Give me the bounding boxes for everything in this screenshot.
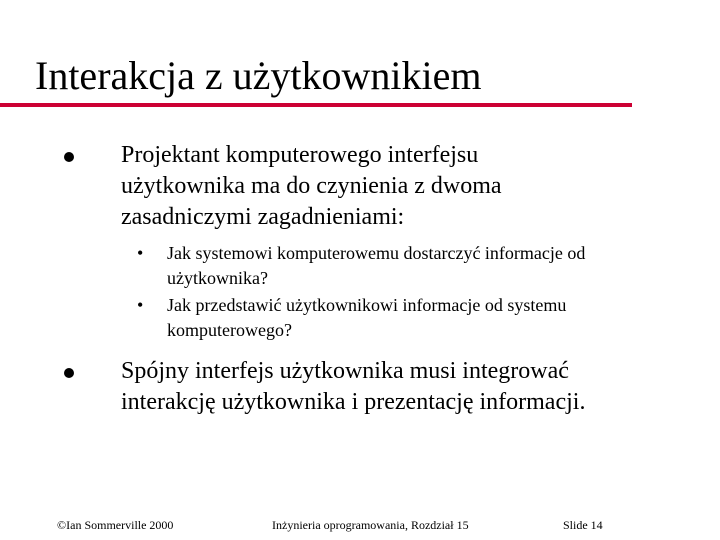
footer-course: Inżynieria oprogramowania, Rozdział 15	[272, 518, 469, 532]
sub-bullet-text	[167, 293, 566, 343]
sub-bullet-line: użytkownika?	[167, 268, 268, 288]
footer-copyright: ©Ian Sommerville 2000	[57, 518, 174, 532]
bullet-line: Projektant komputerowego interfejsu	[121, 142, 479, 168]
sub-bullet-icon: •	[137, 295, 144, 315]
bullet-dot-icon	[64, 152, 74, 162]
sub-bullet-line: Jak systemowi komputerowemu dostarczyć informacje od	[167, 243, 586, 263]
sub-bullet-line: Jak przedstawić użytkownikowi informacje od systemu	[167, 295, 567, 315]
bullet-text	[121, 356, 585, 418]
bullet-line: zasadniczymi zagadnieniami:	[121, 204, 405, 230]
bullet-dot-icon	[64, 368, 74, 378]
sub-bullet-line: komputerowego?	[167, 320, 292, 340]
title-underline	[0, 103, 632, 107]
bullet-line: użytkownika ma do czynienia z dwoma	[121, 173, 502, 199]
slide-title: Interakcja z użytkownikiem	[35, 53, 482, 98]
bullet-line: Spójny interfejs użytkownika musi integrować	[121, 358, 569, 384]
sub-bullet-icon: •	[137, 243, 144, 263]
footer-slide-number: Slide 14	[563, 518, 603, 532]
bullet-line: interakcję użytkownika i prezentację informacji.	[121, 389, 586, 415]
sub-bullet-text	[167, 241, 585, 291]
bullet-text	[121, 140, 502, 233]
